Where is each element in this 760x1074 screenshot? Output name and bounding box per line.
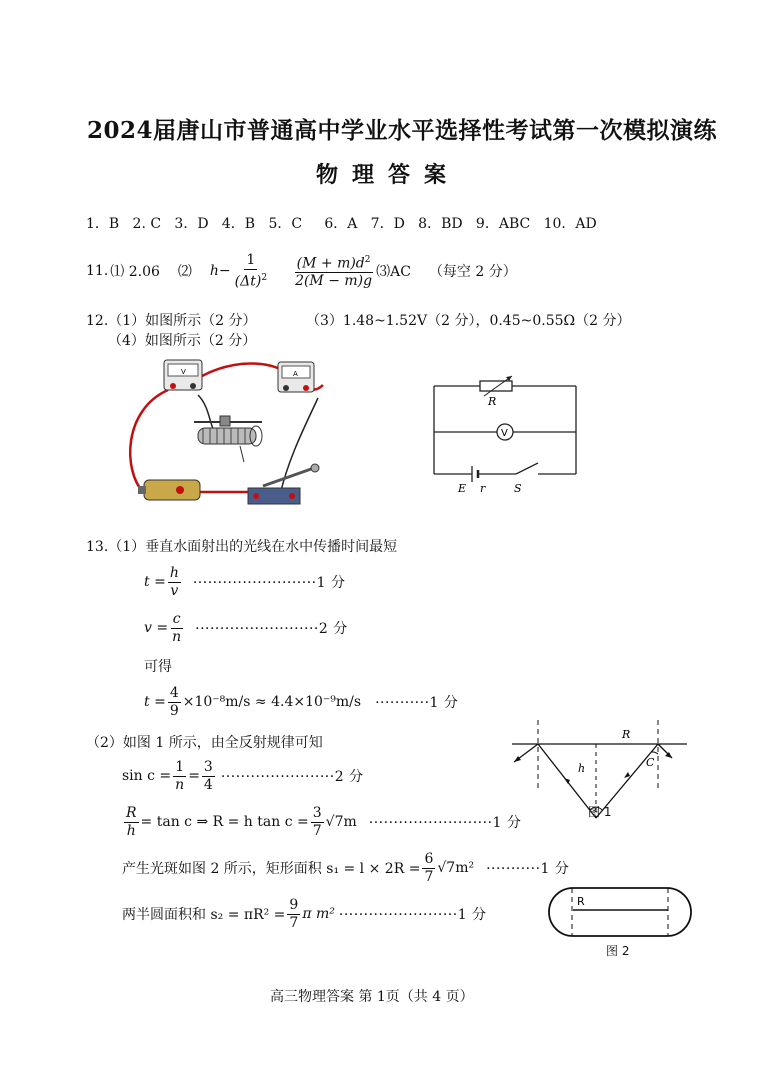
eq1-den: v (170, 582, 179, 599)
label-V: V (501, 428, 508, 439)
eq2-lhs: v = (144, 620, 169, 636)
q13-eq3 (144, 682, 458, 722)
q13-eq5 (122, 802, 521, 842)
eq3-rhs: ×10⁻⁸m/s ≈ 4.4×10⁻⁹m/s (182, 694, 362, 710)
circuit-diagram (430, 380, 580, 495)
mc-answers: 1．B 2. C 3．D 4．B 5．C 6．A 7．D 8．BD 9．ABC 10．AD (86, 216, 597, 232)
eq7-frac (287, 897, 300, 932)
q13-eq6 (122, 848, 569, 888)
eq2-frac (170, 611, 183, 646)
fig2-R: R (577, 895, 585, 908)
q13-eq7 (122, 894, 487, 934)
label-r: r (480, 482, 486, 495)
eq4-eq: = (188, 768, 200, 784)
eq1-num: h (169, 564, 179, 581)
eq2-score: ·························2 分 (195, 621, 348, 637)
q11-part1: ⑴ 2.06 (110, 264, 160, 280)
switch-symbol (516, 463, 538, 474)
eq5-mid: = tan c ⇒ R = h tan c = (140, 814, 309, 830)
eq4-den2: 4 (203, 776, 213, 793)
q13-part1: 13.（1）垂直水面射出的光线在水中传播时间最短 (86, 539, 398, 555)
q11-part3: ⑶AC (376, 264, 411, 280)
ammeter-label: A (293, 370, 298, 378)
eq2-num: c (172, 610, 181, 627)
eq5-den2: 7 (312, 822, 322, 839)
eq7-text: 两半圆面积和 s₂ = πR² = (122, 907, 286, 923)
q11-minus: − (218, 263, 231, 279)
voltmeter-label: V (181, 368, 186, 376)
q13-eq4 (122, 756, 364, 796)
eq1-score: ·························1 分 (192, 575, 346, 591)
eq5-num: R (126, 804, 137, 821)
q11-num-sq: 2 (364, 254, 371, 265)
eq6-text: 产生光斑如图 2 所示，矩形面积 s₁ = l × 2R = (122, 861, 421, 877)
eq4-num1: 1 (175, 758, 185, 775)
q11-num: (M + m)d (296, 255, 365, 272)
q11-note: （每空 2 分） (428, 264, 517, 280)
rheostat-icon (194, 416, 262, 462)
eq5-frac1 (124, 805, 139, 840)
eq4-frac2 (202, 759, 215, 794)
eq5-frac2 (311, 805, 324, 840)
page-footer: 高三物理答案 第 1页（共 4 页） (270, 989, 474, 1005)
page-subtitle: 物理答案 (316, 162, 461, 188)
rheostat-symbol (480, 381, 512, 391)
eq4-lhs: sin c = (122, 768, 172, 784)
eq6-num: 6 (424, 850, 434, 867)
eq4-num2: 3 (203, 758, 213, 775)
q11-prefix: 11. (86, 263, 109, 279)
eq5-den: h (126, 822, 136, 839)
eq5-score: ·························1 分 (368, 815, 522, 831)
eq1-frac (168, 565, 181, 600)
q11-line (86, 246, 517, 296)
eq6-score: ···········1 分 (486, 861, 570, 877)
voltmeter-icon (164, 360, 202, 390)
q13-part2: （2）如图 1 所示，由全反射规律可知 (86, 735, 323, 751)
eq6-rhs: √7m² (437, 860, 475, 876)
eq5-rhs: √7m (325, 814, 357, 830)
eq3-lhs: t = (144, 694, 166, 710)
q11-sq: 2 (261, 272, 268, 283)
q11-frac1-den (233, 270, 269, 291)
eq2-den: n (172, 628, 182, 645)
eq4-score: ·······················2 分 (220, 769, 364, 785)
page-title: 2024届唐山市普通高中学业水平选择性考试第一次模拟演练 (87, 117, 718, 144)
fig1-R: R (622, 728, 631, 741)
eq5-num2: 3 (312, 804, 322, 821)
q11-frac2 (293, 252, 374, 291)
q12-line1: 12.（1）如图所示（2 分） (86, 313, 257, 329)
q11-dt: (Δt) (234, 273, 262, 290)
eq6-den: 7 (424, 868, 434, 885)
q13-kede: 可得 (144, 659, 172, 675)
q11-frac2-den: 2(M − m)g (295, 273, 373, 290)
battery-icon (138, 480, 200, 500)
eq6-frac (422, 851, 435, 886)
ammeter-icon (278, 362, 314, 392)
q12-line1b: （3）1.48~1.52V（2 分），0.45~0.55Ω（2 分） (306, 313, 631, 329)
q12-line2: （4）如图所示（2 分） (108, 333, 257, 349)
q11-h: h (209, 263, 219, 279)
q13-eq1 (144, 562, 345, 602)
figure-2 (546, 886, 696, 938)
eq7-score: ························1 分 (338, 907, 487, 923)
eq3-num: 4 (169, 684, 179, 701)
apparatus-figure (128, 350, 328, 510)
eq4-den1: n (175, 776, 185, 793)
eq7-num: 9 (289, 896, 299, 913)
eq7-den: 7 (289, 914, 299, 931)
q11-frac1-num: 1 (246, 251, 256, 268)
fig1-h: h (578, 762, 586, 775)
q11-frac2-num (295, 252, 373, 274)
q13-eq2 (144, 608, 348, 648)
eq3-den: 9 (169, 702, 179, 719)
q11-part2-label: ⑵ (177, 264, 192, 280)
eq4-frac1 (173, 759, 186, 794)
eq3-frac (168, 685, 181, 720)
eq3-score: ···········1 分 (375, 695, 459, 711)
eq1-lhs: t = (144, 574, 166, 590)
fig1-C: C (646, 756, 655, 769)
q11-frac1 (233, 252, 269, 291)
label-E: E (458, 482, 467, 495)
fig1-caption: 图 1 (588, 805, 612, 819)
eq7-rhs: π m² (302, 906, 335, 922)
fig2-caption: 图 2 (606, 944, 630, 958)
label-R: R (488, 395, 497, 408)
label-S: S (514, 482, 522, 495)
